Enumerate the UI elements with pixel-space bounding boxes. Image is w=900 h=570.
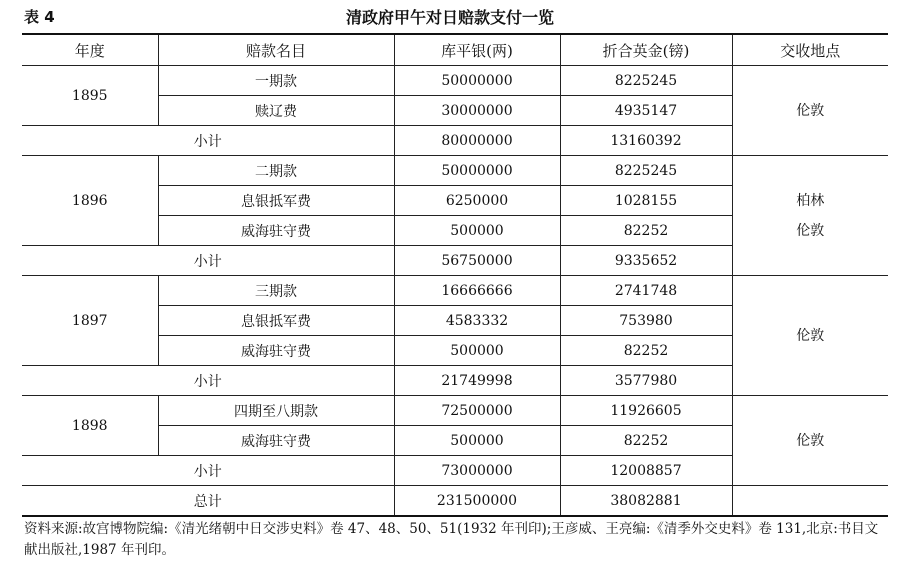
silver-cell: 30000000 — [394, 96, 560, 126]
table-row — [22, 276, 888, 306]
table-label: 表 4 — [24, 8, 55, 26]
location-cell — [732, 396, 888, 486]
year-cell: 1898 — [22, 396, 158, 456]
table-row — [22, 66, 888, 96]
table-title: 清政府甲午对日赔款支付一览 — [345, 8, 554, 27]
column-header-silver: 库平银(两) — [394, 34, 560, 66]
location-name: 伦敦 — [796, 102, 825, 119]
item-name-cell: 威海驻守费 — [158, 216, 394, 246]
location-name: 伦敦 — [796, 327, 825, 344]
header-row — [22, 34, 888, 66]
item-name-cell: 息银抵军费 — [158, 186, 394, 216]
silver-cell: 16666666 — [394, 276, 560, 306]
year-cell: 1897 — [22, 276, 158, 366]
subtotal-pound: 9335652 — [560, 246, 732, 276]
subtotal-pound: 13160392 — [560, 126, 732, 156]
silver-cell: 50000000 — [394, 66, 560, 96]
item-name-cell: 息银抵军费 — [158, 306, 394, 336]
subtotal-label: 小计 — [22, 246, 394, 276]
silver-cell: 72500000 — [394, 396, 560, 426]
pound-cell: 82252 — [560, 336, 732, 366]
silver-cell: 50000000 — [394, 156, 560, 186]
item-name-cell: 四期至八期款 — [158, 396, 394, 426]
subtotal-silver: 73000000 — [394, 456, 560, 486]
pound-cell: 11926605 — [560, 396, 732, 426]
subtotal-silver: 21749998 — [394, 366, 560, 396]
location-cell — [732, 156, 888, 276]
silver-cell: 500000 — [394, 336, 560, 366]
location-cell — [732, 66, 888, 156]
item-name-cell: 赎辽费 — [158, 96, 394, 126]
pound-cell: 4935147 — [560, 96, 732, 126]
item-name-cell: 威海驻守费 — [158, 336, 394, 366]
column-header-year: 年度 — [22, 34, 158, 66]
column-header-pound: 折合英金(镑) — [560, 34, 732, 66]
total-row — [22, 486, 888, 517]
total-silver: 231500000 — [394, 486, 560, 517]
pound-cell: 8225245 — [560, 66, 732, 96]
silver-cell: 500000 — [394, 426, 560, 456]
silver-cell: 500000 — [394, 216, 560, 246]
subtotal-label: 小计 — [22, 126, 394, 156]
table-row — [22, 156, 888, 186]
pound-cell: 82252 — [560, 426, 732, 456]
item-name-cell: 三期款 — [158, 276, 394, 306]
location-name: 柏林 — [796, 192, 825, 209]
subtotal-label: 小计 — [22, 366, 394, 396]
pound-cell: 82252 — [560, 216, 732, 246]
location-name: 伦敦 — [796, 222, 825, 239]
subtotal-pound: 3577980 — [560, 366, 732, 396]
subtotal-label: 小计 — [22, 456, 394, 486]
year-cell: 1896 — [22, 156, 158, 246]
subtotal-pound: 12008857 — [560, 456, 732, 486]
column-header-item: 赔款名目 — [158, 34, 394, 66]
location-cell — [732, 276, 888, 396]
subtotal-silver: 56750000 — [394, 246, 560, 276]
indemnity-table — [22, 33, 888, 517]
silver-cell: 6250000 — [394, 186, 560, 216]
silver-cell: 4583332 — [394, 306, 560, 336]
pound-cell: 2741748 — [560, 276, 732, 306]
year-cell: 1895 — [22, 66, 158, 126]
column-header-location: 交收地点 — [732, 34, 888, 66]
pound-cell: 753980 — [560, 306, 732, 336]
item-name-cell: 一期款 — [158, 66, 394, 96]
total-location — [732, 486, 888, 517]
pound-cell: 8225245 — [560, 156, 732, 186]
table-body — [22, 34, 888, 516]
item-name-cell: 二期款 — [158, 156, 394, 186]
table-header — [0, 0, 900, 32]
total-label: 总计 — [22, 486, 394, 517]
item-name-cell: 威海驻守费 — [158, 426, 394, 456]
total-pound: 38082881 — [560, 486, 732, 517]
source-footnote: 资料来源:故宫博物院编:《清光绪朝中日交涉史料》卷 47、48、50、51(1932 年刊印);王彦威、王亮编:《清季外交史料》卷 131,北京:书目文献出版社,1987 年刊印。 — [24, 521, 879, 558]
location-name: 伦敦 — [796, 432, 825, 449]
subtotal-silver: 80000000 — [394, 126, 560, 156]
pound-cell: 1028155 — [560, 186, 732, 216]
table-row — [22, 396, 888, 426]
